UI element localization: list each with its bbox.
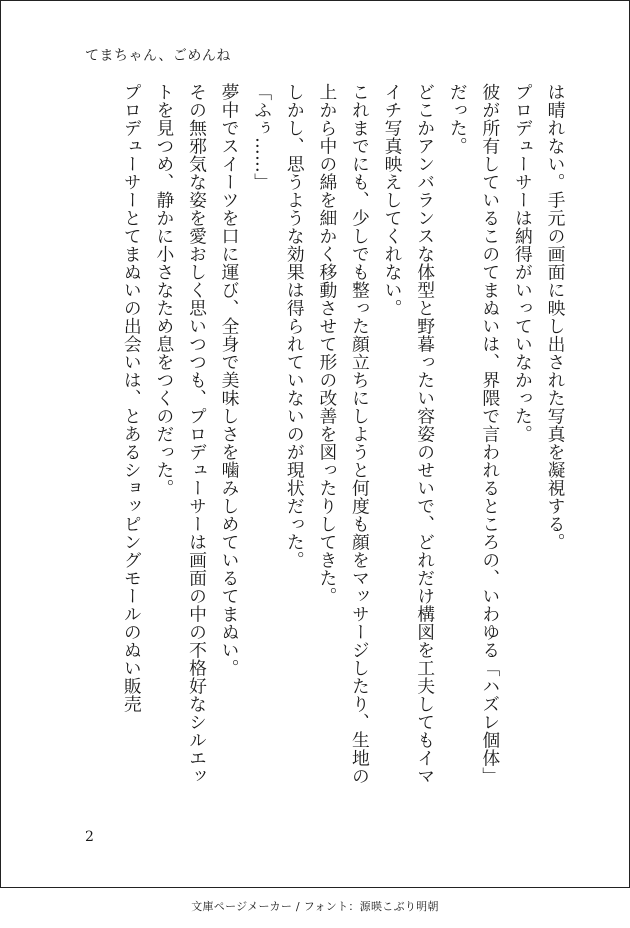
paragraph: どこかアンバランスな体型と野暮ったい容姿のせいで、どれだけ構図を工夫してもイマイチ写真映えしてくれない。 — [382, 83, 436, 785]
running-header: てまちゃん、ごめんね — [85, 48, 231, 64]
paragraph: プロデューサーとてまぬいの出会いは、とあるショッピングモールのぬい販売 — [121, 83, 143, 713]
paragraph: は晴れない。手元の画面に映し出された写真を凝視する。 — [545, 83, 566, 551]
paragraph: 彼が所有しているこのてまぬいは、界隈で言われるところの、いわゆる「ハズレ個体」だった。 — [447, 83, 501, 785]
vertical-body-text — [81, 83, 571, 798]
paragraph: その無邪気な姿を愛おしく思いつつも、プロデューサーは画面の中の不格好なシルエットを見つめ、静かに小さなため息をつくのだった。 — [153, 83, 208, 785]
paragraph: 夢中でスイーツを口に運び、全身で美味しさを噛みしめているてまぬい。 — [219, 83, 241, 677]
paragraph: しかし、思うような効果は得られていないのが現状だった。 — [284, 83, 306, 569]
paragraph: 「ふぅ……」 — [251, 83, 273, 191]
credit-footer: 文庫ページメーカー / フォント：源暎こぶり明朝 — [191, 900, 439, 913]
paragraph: プロデューサーは納得がいっていなかった。 — [512, 83, 534, 443]
page-number: 2 — [85, 829, 94, 845]
paragraph: これまでにも、少しでも整った顔立ちにしようと何度も顔をマッサージしたり、生地の上から中の綿を細かく移動させて形の改善を図ったりしてきた。 — [316, 83, 371, 785]
